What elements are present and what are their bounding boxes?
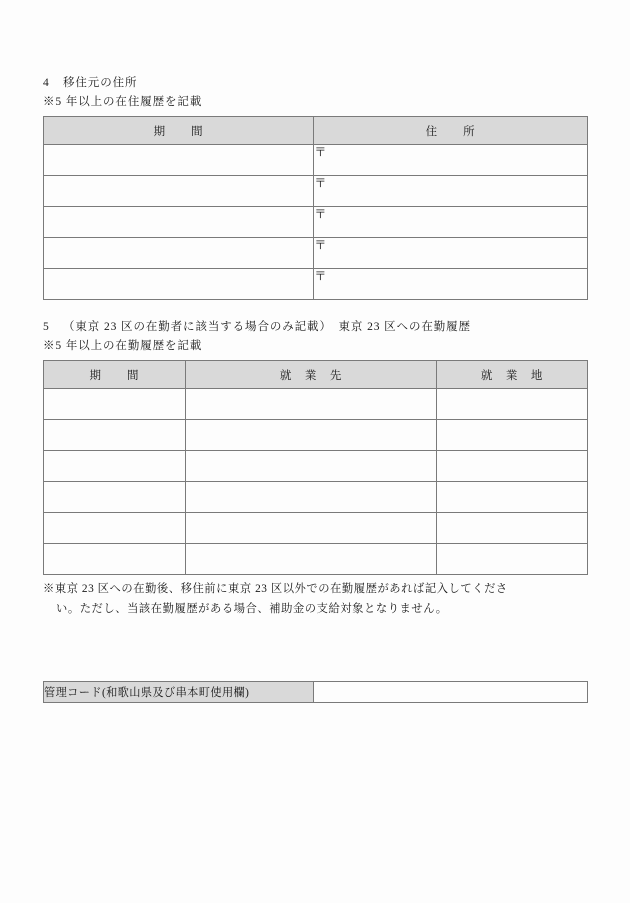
column-header-work-location: 就 業 地 [437, 361, 588, 389]
cell-employer[interactable] [185, 451, 436, 482]
section-5-note: ※5 年以上の在勤履歴を記載 [43, 340, 203, 352]
cell-period[interactable] [44, 238, 314, 269]
table-row [44, 451, 588, 482]
table-row [44, 207, 588, 238]
work-table-head [44, 361, 588, 389]
section-5-title: （東京 23 区の在勤者に該当する場合のみ記載） 東京 23 区への在勤履歴 [63, 321, 471, 333]
admin-code-section [43, 681, 588, 703]
admin-code-table [43, 681, 588, 703]
section-5-number: 5 [43, 321, 50, 333]
cell-period[interactable] [44, 269, 314, 300]
cell-work-location[interactable] [437, 513, 588, 544]
cell-address[interactable]: 〒 [314, 145, 588, 176]
table-row [44, 389, 588, 420]
admin-code-row [44, 682, 588, 703]
residence-table-head [44, 117, 588, 145]
cell-employer[interactable] [185, 389, 436, 420]
section-5 [43, 318, 588, 619]
table-row [44, 482, 588, 513]
cell-address[interactable]: 〒 [314, 269, 588, 300]
cell-period[interactable] [44, 482, 186, 513]
section-4-note: ※5 年以上の在住履歴を記載 [43, 96, 203, 108]
cell-period[interactable] [44, 544, 186, 575]
work-history-table [43, 360, 588, 575]
cell-period[interactable] [44, 389, 186, 420]
cell-period[interactable] [44, 145, 314, 176]
table-row [44, 544, 588, 575]
footnote-line-1: ※東京 23 区への在勤後、移住前に東京 23 区以外での在勤履歴があれば記入してくださ [43, 583, 508, 595]
cell-address[interactable]: 〒 [314, 238, 588, 269]
column-header-employer: 就 業 先 [185, 361, 436, 389]
section-4-number: 4 [43, 77, 50, 89]
cell-work-location[interactable] [437, 420, 588, 451]
cell-period[interactable] [44, 420, 186, 451]
admin-code-label: 管理コード(和歌山県及び串本町使用欄) [44, 682, 314, 703]
column-header-address: 住 所 [314, 117, 588, 145]
section-4-title: 移住元の住所 [63, 77, 138, 89]
work-table-body [44, 389, 588, 575]
cell-work-location[interactable] [437, 451, 588, 482]
table-header-row [44, 117, 588, 145]
section-4-heading [43, 74, 588, 93]
section-5-footnote [43, 579, 588, 619]
table-row [44, 420, 588, 451]
cell-employer[interactable] [185, 513, 436, 544]
residence-history-table [43, 116, 588, 300]
footnote-line-2: い。ただし、当該在勤履歴がある場合、補助金の支給対象となりません。 [56, 603, 448, 615]
cell-work-location[interactable] [437, 544, 588, 575]
table-row [44, 145, 588, 176]
section-4 [43, 74, 588, 300]
cell-employer[interactable] [185, 420, 436, 451]
residence-table-body [44, 145, 588, 300]
section-5-heading [43, 318, 588, 337]
cell-work-location[interactable] [437, 389, 588, 420]
cell-work-location[interactable] [437, 482, 588, 513]
section-spacer [43, 300, 588, 318]
cell-address[interactable]: 〒 [314, 176, 588, 207]
cell-employer[interactable] [185, 544, 436, 575]
cell-employer[interactable] [185, 482, 436, 513]
admin-code-input[interactable] [314, 682, 588, 703]
table-row [44, 238, 588, 269]
cell-period[interactable] [44, 176, 314, 207]
column-header-period: 期 間 [44, 361, 186, 389]
table-row [44, 513, 588, 544]
cell-period[interactable] [44, 513, 186, 544]
table-row [44, 176, 588, 207]
table-header-row [44, 361, 588, 389]
cell-address[interactable]: 〒 [314, 207, 588, 238]
column-header-period: 期 間 [44, 117, 314, 145]
cell-period[interactable] [44, 451, 186, 482]
table-row [44, 269, 588, 300]
document-content [43, 74, 588, 703]
cell-period[interactable] [44, 207, 314, 238]
